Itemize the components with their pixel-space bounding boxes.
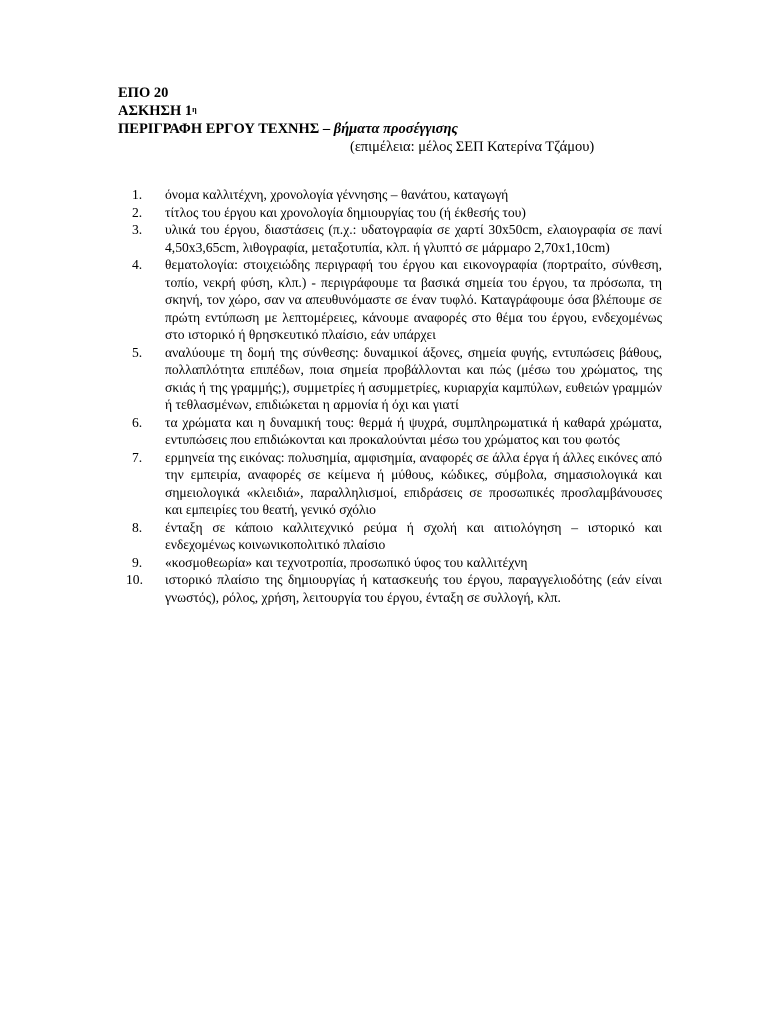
list-item-number: 7. [132, 449, 143, 465]
list-item-number: 8. [132, 519, 143, 535]
list-item [132, 221, 662, 256]
list-item [132, 449, 662, 519]
list-item-text: ιστορικό πλαίσιο της δημιουργίας ή κατασκευής του έργου, παραγγελιοδότης (εάν είναι γνωστός), ρόλος, χρήση, λειτουργία του έργου, ένταξη σε συλλογή, κλπ. [165, 572, 662, 605]
list-item-text: όνομα καλλιτέχνη, χρονολογία γέννησης – θανάτου, καταγωγή [165, 187, 509, 202]
title-main: ΠΕΡΙΓΡΑΦΗ ΕΡΓΟΥ ΤΕΧΝΗΣ – [118, 121, 334, 137]
list-item-number: 6. [132, 414, 143, 430]
steps-list [126, 186, 662, 606]
list-item-text: «κοσμοθεωρία» και τεχνοτροπία, προσωπικό ύφος του καλλιτέχνη [165, 554, 528, 570]
list-item-text: τίτλος του έργου και χρονολογία δημιουργίας του (ή έκθεσής του) [165, 204, 526, 220]
list-item-text: ερμηνεία της εικόνας: πολυσημία, αμφισημία, αναφορές σε άλλα έργα ή άλλες εικόνες από την εμπειρία, αναφορές σε κείμενα ή μύθους, κώδικες, σύμβολα, σημασιολογικά και σημειολογικά «κλειδιά», παραλληλισμοί, επιδράσεις σε προσωπικές προσλαμβάνουσες και εμπειρίες του θεατή, γενικό σχόλιο [165, 449, 662, 517]
list-item-number: 9. [132, 554, 143, 570]
list-item [132, 256, 662, 344]
list-item-text: ένταξη σε κάποιο καλλιτεχνικό ρεύμα ή σχολή και αιτιολόγηση – ιστορικό και ενδεχομένως κοινωνικοπολιτικό πλαίσιο [165, 519, 662, 552]
list-item-text: θεματολογία: στοιχειώδης περιγραφή του έργου και εικονογραφία (πορτραίτο, σύνθεση, τοπίο, νεκρή φύση, κλπ.) - περιγράφουμε τα βασικά σημεία του έργου, τα πρόσωπα, τη σκηνή, τον χώρο, σαν να απευθυνόμαστε σε έναν τυφλό. Καταγράφουμε όσα βλέπουμε σε πρώτη εντύπωση με λεπτομέρειες, κάνουμε αναφορές στο θέμα του έργου, ενδεχομένως στο ιστορικό ή θρησκευτικό πλαίσιο, εάν υπάρχει [165, 257, 662, 342]
editor-credit: (επιμέλεια: μέλος ΣΕΠ Κατερίνα Τζάμου) [350, 139, 595, 155]
course-code: ΕΠΟ 20 [118, 85, 169, 101]
document-header [118, 84, 678, 138]
list-item [132, 344, 662, 414]
list-item-number: 4. [132, 257, 143, 272]
list-item-number: 2. [132, 204, 143, 220]
title-subtitle: βήματα προσέγγισης [333, 121, 458, 137]
list-item [132, 414, 662, 449]
list-item [132, 554, 662, 572]
list-item-number: 1. [132, 187, 143, 202]
list-item [132, 204, 662, 222]
list-item-text: αναλύουμε τη δομή της σύνθεσης: δυναμικοί άξονες, σημεία φυγής, εντυπώσεις βάθους, πολλαπλότητα επιπέδων, ποια σημεία προβάλλονται και πώς (μέσω του χρώματος, της σκιάς ή της γραμμής;), συμμετρίες ή ασυμμετρίες, κυριαρχία καμπύλων, ευθειών γραμμών ή τεθλασμένων, επιδιώκεται η αρμονία ή όχι και γιατί [165, 344, 662, 412]
list-item [132, 186, 662, 204]
exercise-prefix: ΑΣΚΗΣΗ 1 [118, 103, 193, 119]
document-title [118, 120, 678, 138]
list-item-number: 10. [126, 572, 143, 587]
list-item [126, 571, 662, 606]
list-item-number: 5. [132, 344, 143, 360]
list-item-number: 3. [132, 222, 143, 237]
exercise-superscript: η [192, 105, 197, 114]
list-item-text: υλικά του έργου, διαστάσεις (π.χ.: υδατογραφία σε χαρτί 30x50cm, ελαιογραφία σε πανί 4,50x3,65cm, λιθογραφία, μεταξοτυπία, κλπ. ή γλυπτό σε μάρμαρο 2,70x1,10cm) [165, 222, 662, 255]
list-item [132, 519, 662, 554]
exercise-label [118, 102, 678, 120]
list-item-text: τα χρώματα και η δυναμική τους: θερμά ή ψυχρά, συμπληρωματικά ή καθαρά χρώματα, εντυπώσεις που επιδιώκονται και προκαλούνται μέσω του χρώματος και του φωτός [165, 414, 662, 447]
